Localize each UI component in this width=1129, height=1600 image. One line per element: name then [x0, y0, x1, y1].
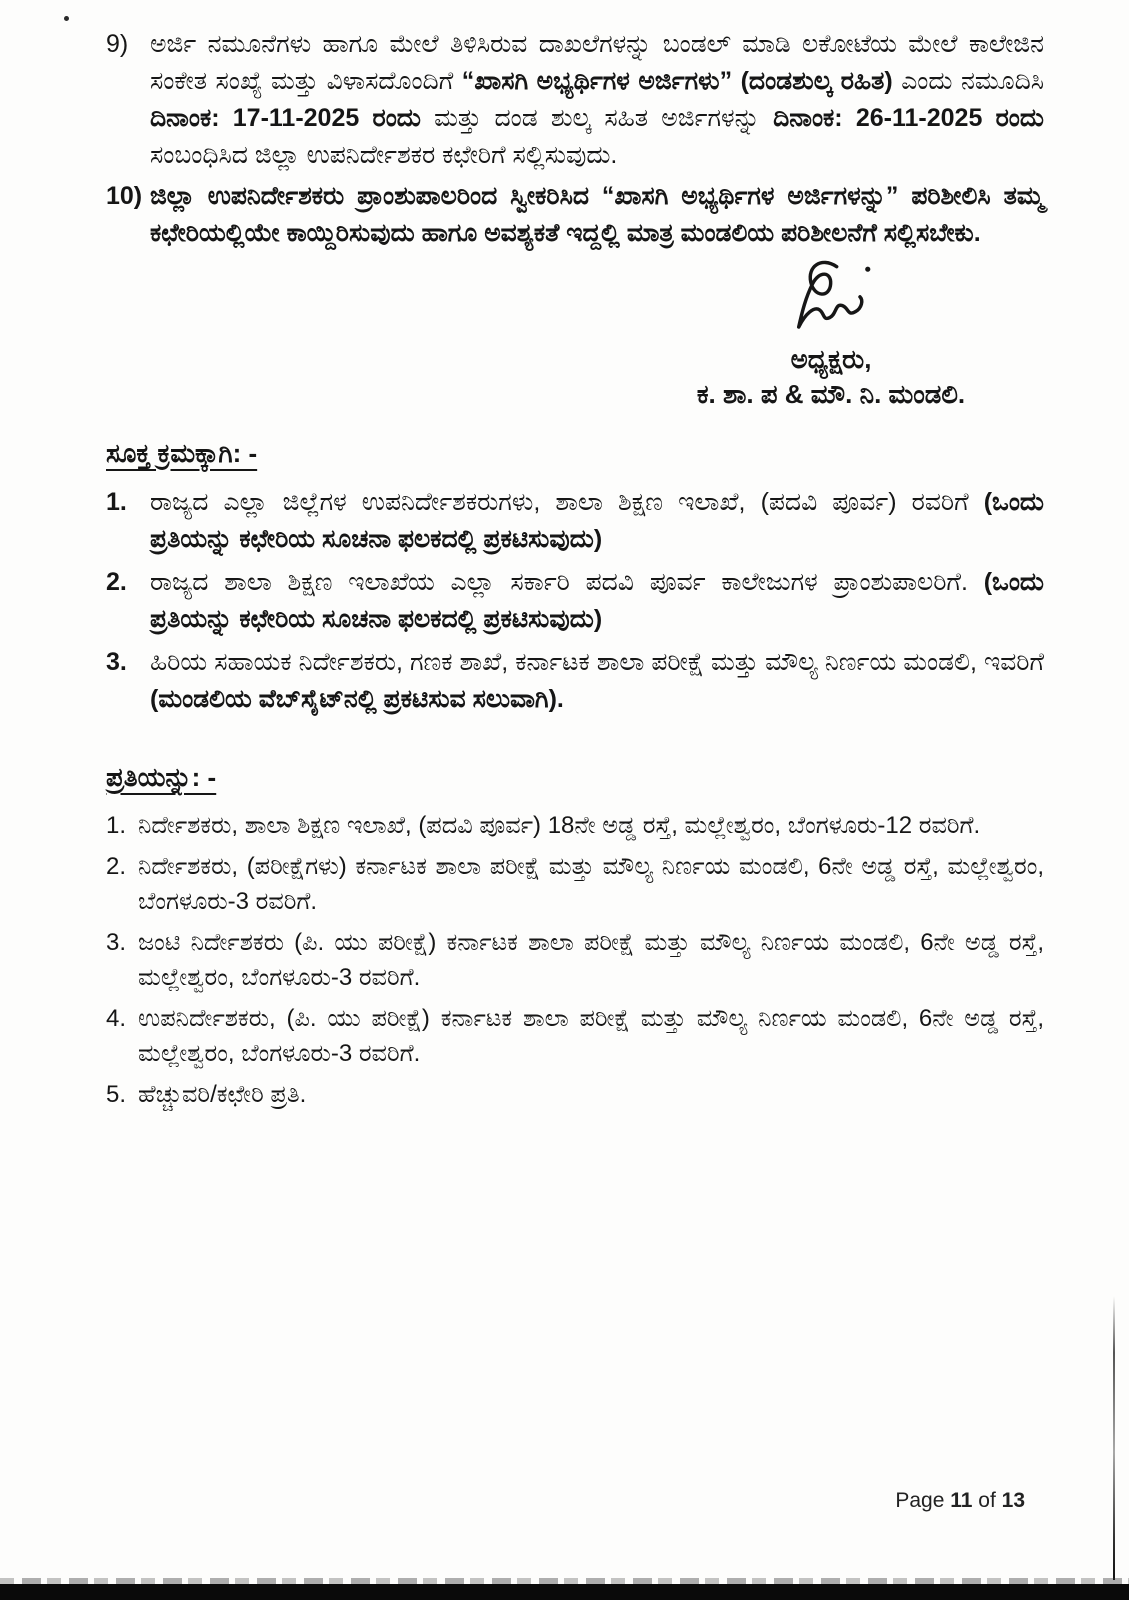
signatory-organization: ಕ. ಶಾ. ಪ & ಮೌ. ನಿ. ಮಂಡಲಿ.: [696, 379, 966, 409]
list-item-number: 1.: [106, 488, 127, 516]
list-item-text: ಹೆಚ್ಚುವರಿ/ಕಛೇರಿ ಪ್ರತಿ.: [138, 1081, 307, 1108]
list-item-number: 3.: [106, 929, 127, 956]
list-item-number: 9): [106, 30, 129, 58]
list-item-text: ಅರ್ಜಿ ನಮೂನೆಗಳು ಹಾಗೂ ಮೇಲೆ ತಿಳಿಸಿರುವ ದಾಖಲೆಗಳನ್ನು ಬಂಡಲ್ ಮಾಡಿ ಲಕೋಟೆಯ ಮೇಲೆ ಕಾಲೇಜಿನ ಸಂಕೇತ ಸಂಖ್ಯೆ ಮತ್ತು ವಿಳಾಸದೊಂದಿಗೆ “ಖಾಸಗಿ ಅಭ್ಯರ್ಥಿಗಳ ಅರ್ಜಿಗಳು” (ದಂಡಶುಲ್ಕ ರಹಿತ) ಎಂದು ನಮೂದಿಸಿ ದಿನಾಂಕ: 17-11-2025 ರಂದು ಮತ್ತು ದಂಡ ಶುಲ್ಕ ಸಹಿತ ಅರ್ಜಿಗಳನ್ನು ದಿನಾಂಕ: 26-11-2025 ರಂದು ಸಂಬಂಧಿಸಿದ ಜಿಲ್ಲಾ ಉಪನಿರ್ದೇಶಕರ ಕಛೇರಿಗೆ ಸಲ್ಲಿಸುವುದು.: [150, 30, 1044, 169]
scan-edge-line-artifact: [1113, 1296, 1115, 1580]
list-item-number: 4.: [106, 1005, 127, 1032]
list-item: [106, 808, 1044, 843]
copies-recipients-list: [106, 808, 1044, 1112]
list-item-number: 5.: [106, 1081, 127, 1108]
list-item-text: ರಾಜ್ಯದ ಎಲ್ಲಾ ಜಿಲ್ಲೆಗಳ ಉಪನಿರ್ದೇಶಕರುಗಳು, ಶಾಲಾ ಶಿಕ್ಷಣ ಇಲಾಖೆ, (ಪದವಿ ಪೂರ್ವ) ರವರಿಗೆ (ಒಂದು ಪ್ರತಿಯನ್ನು ಕಛೇರಿಯ ಸೂಚನಾ ಫಲಕದಲ್ಲಿ ಪ್ರಕಟಿಸುವುದು): [150, 488, 1044, 553]
signatory-title: ಅಧ್ಯಕ್ಷರು,: [790, 344, 872, 374]
list-item: [106, 178, 1044, 252]
signature-block: [646, 258, 1016, 412]
list-item: [106, 26, 1044, 174]
list-item-number: 3.: [106, 648, 127, 676]
page-footer: [895, 1489, 1025, 1513]
signature-scribble: [766, 258, 916, 340]
list-item-text: ಜಿಲ್ಲಾ ಉಪನಿರ್ದೇಶಕರು ಪ್ರಾಂಶುಪಾಲರಿಂದ ಸ್ವೀಕರಿಸಿದ “ಖಾಸಗಿ ಅಭ್ಯರ್ಥಿಗಳ ಅರ್ಜಿಗಳನ್ನು” ಪರಿಶೀಲಿಸಿ ತಮ್ಮ ಕಛೇರಿಯಲ್ಲಿಯೇ ಕಾಯ್ದಿರಿಸುವುದು ಹಾಗೂ ಅವಶ್ಯಕತೆ ಇದ್ದಲ್ಲಿ ಮಾತ್ರ ಮಂಡಲಿಯ ಪರಿಶೀಲನೆಗೆ ಸಲ್ಲಿಸಬೇಕು.: [150, 182, 1044, 247]
section-heading-copies: ಪ್ರತಿಯನ್ನು: -: [106, 762, 217, 792]
list-item: [106, 484, 1044, 558]
list-item-number: 1.: [106, 812, 127, 839]
footer-page-number: 11: [950, 1489, 973, 1512]
footer-total-pages: 13: [1001, 1489, 1025, 1512]
list-item-text: ಉಪನಿರ್ದೇಶಕರು, (ಪಿ. ಯು ಪರೀಕ್ಷೆ) ಕರ್ನಾಟಕ ಶಾಲಾ ಪರೀಕ್ಷೆ ಮತ್ತು ಮೌಲ್ಯ ನಿರ್ಣಯ ಮಂಡಲಿ, 6ನೇ ಅಡ್ಡ ರಸ್ತೆ, ಮಲ್ಲೇಶ್ವರಂ, ಬೆಂಗಳೂರು-3 ರವರಿಗೆ.: [138, 1005, 1044, 1067]
list-item: [106, 1077, 1044, 1112]
list-item-text: ನಿರ್ದೇಶಕರು, ಶಾಲಾ ಶಿಕ್ಷಣ ಇಲಾಖೆ, (ಪದವಿ ಪೂರ್ವ) 18ನೇ ಅಡ್ಡ ರಸ್ತೆ, ಮಲ್ಲೇಶ್ವರಂ, ಬೆಂಗಳೂರು-12 ರವರಿಗೆ.: [138, 812, 981, 839]
footer-of-label: of: [978, 1489, 996, 1512]
list-item-text: ನಿರ್ದೇಶಕರು, (ಪರೀಕ್ಷೆಗಳು) ಕರ್ನಾಟಕ ಶಾಲಾ ಪರೀಕ್ಷೆ ಮತ್ತು ಮೌಲ್ಯ ನಿರ್ಣಯ ಮಂಡಲಿ, 6ನೇ ಅಡ್ಡ ರಸ್ತೆ, ಮಲ್ಲೇಶ್ವರಂ, ಬೆಂಗಳೂರು-3 ರವರಿಗೆ.: [138, 853, 1044, 915]
list-item-text: ಜಂಟಿ ನಿರ್ದೇಶಕರು (ಪಿ. ಯು ಪರೀಕ್ಷೆ) ಕರ್ನಾಟಕ ಶಾಲಾ ಪರೀಕ್ಷೆ ಮತ್ತು ಮೌಲ್ಯ ನಿರ್ಣಯ ಮಂಡಲಿ, 6ನೇ ಅಡ್ಡ ರಸ್ತೆ, ಮಲ್ಲೇಶ್ವರಂ, ಬೆಂಗಳೂರು-3 ರವರಿಗೆ.: [138, 929, 1044, 991]
scan-dot-artifact: [64, 16, 69, 21]
document-content: [106, 26, 1044, 1118]
list-item-number: 10): [106, 182, 143, 210]
list-item: [106, 644, 1044, 718]
list-item: [106, 925, 1044, 995]
numbered-instructions: [106, 26, 1044, 252]
list-item: [106, 564, 1044, 638]
footer-page-label: Page: [895, 1489, 945, 1512]
action-recipients-list: [106, 484, 1044, 718]
list-item-number: 2.: [106, 853, 127, 880]
list-item-text: ರಾಜ್ಯದ ಶಾಲಾ ಶಿಕ್ಷಣ ಇಲಾಖೆಯ ಎಲ್ಲಾ ಸರ್ಕಾರಿ ಪದವಿ ಪೂರ್ವ ಕಾಲೇಜುಗಳ ಪ್ರಾಂಶುಪಾಲರಿಗೆ. (ಒಂದು ಪ್ರತಿಯನ್ನು ಕಛೇರಿಯ ಸೂಚನಾ ಫಲಕದಲ್ಲಿ ಪ್ರಕಟಿಸುವುದು): [150, 568, 1044, 633]
scan-bottom-band-artifact: [0, 1584, 1129, 1600]
section-heading-action: ಸೂಕ್ತ ಕ್ರಮಕ್ಕಾಗಿ: -: [106, 438, 258, 468]
list-item: [106, 1001, 1044, 1071]
list-item: [106, 849, 1044, 919]
list-item-number: 2.: [106, 568, 127, 596]
list-item-text: ಹಿರಿಯ ಸಹಾಯಕ ನಿರ್ದೇಶಕರು, ಗಣಕ ಶಾಖೆ, ಕರ್ನಾಟಕ ಶಾಲಾ ಪರೀಕ್ಷೆ ಮತ್ತು ಮೌಲ್ಯ ನಿರ್ಣಯ ಮಂಡಲಿ, ಇವರಿಗೆ (ಮಂಡಲಿಯ ವೆಬ್‌ಸೈಟ್‌ನಲ್ಲಿ ಪ್ರಕಟಿಸುವ ಸಲುವಾಗಿ).: [150, 648, 1044, 713]
